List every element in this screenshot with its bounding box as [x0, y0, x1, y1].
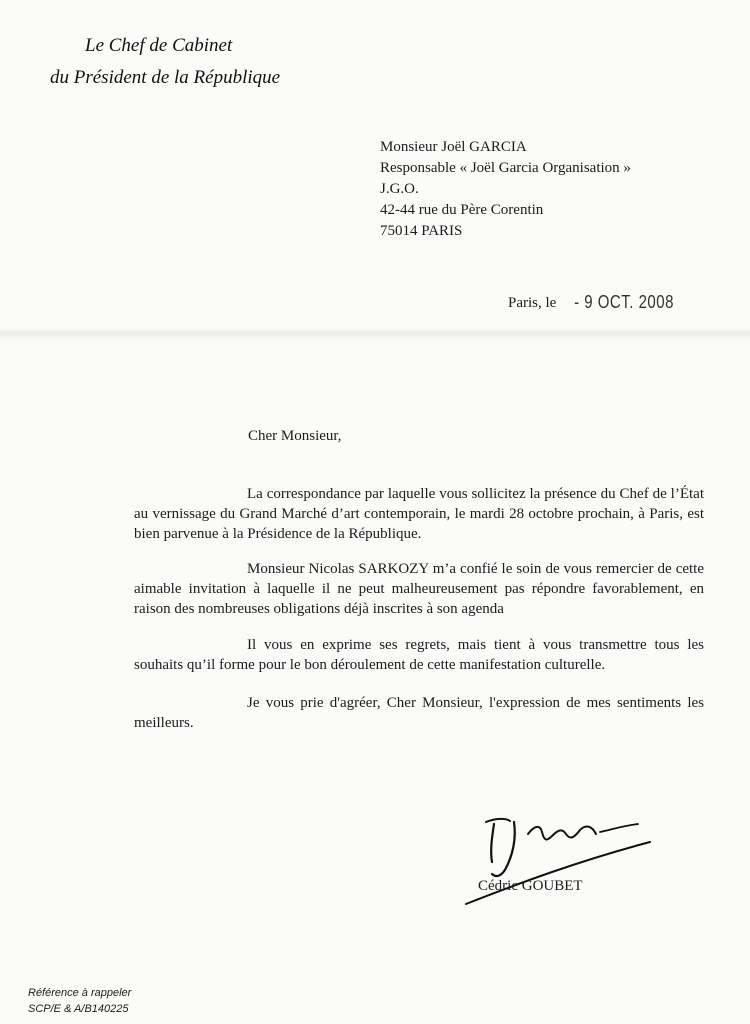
handwritten-signature: [462, 812, 662, 912]
recipient-company: J.G.O.: [380, 181, 419, 197]
recipient-name: Monsieur Joël GARCIA: [380, 139, 527, 155]
recipient-address: [380, 137, 631, 242]
paragraph-2: Monsieur Nicolas SARKOZY m’a confié le soin de vous remercier de cette aimable invitation à laquelle il ne peut malheureusement pas répondre favorablement, en raison des nombreuses obligations déjà inscrites à son agenda: [134, 561, 704, 617]
paragraph-3: Il vous en exprime ses regrets, mais tient à vous transmettre tous les souhaits qu’il forme pour le bon déroulement de cette manifestation culturelle.: [134, 637, 704, 673]
date-line: [508, 294, 674, 312]
reference-code: SCP/E & A/B140225: [28, 1003, 129, 1015]
reference-label: Référence à rappeler: [28, 987, 132, 999]
recipient-street: 42-44 rue du Père Corentin: [380, 202, 544, 218]
letterhead-line-1: Le Chef de Cabinet: [85, 35, 233, 56]
letterhead-line-2: du Président de la République: [50, 67, 281, 88]
salutation: Cher Monsieur,: [248, 428, 342, 444]
paper-fold: [0, 327, 750, 341]
date-place: Paris, le: [508, 295, 557, 311]
paragraph-1: La correspondance par laquelle vous sollicitez la présence du Chef de l’État au vernissage du Grand Marché d’art contemporain, le mardi 28 octobre prochain, à Paris, est bien parvenue à la Présidence de la République.: [134, 486, 704, 542]
reference-block: [28, 985, 131, 1017]
recipient-role: Responsable « Joël Garcia Organisation »: [380, 160, 631, 176]
recipient-city: 75014 PARIS: [380, 223, 463, 239]
letterhead: [50, 30, 350, 94]
signer-name: Cédric GOUBET: [478, 878, 583, 894]
date-stamp: - 9 OCT. 2008: [574, 292, 674, 313]
paragraph-4: Je vous prie d'agréer, Cher Monsieur, l'expression de mes sentiments les meilleurs.: [134, 695, 704, 731]
